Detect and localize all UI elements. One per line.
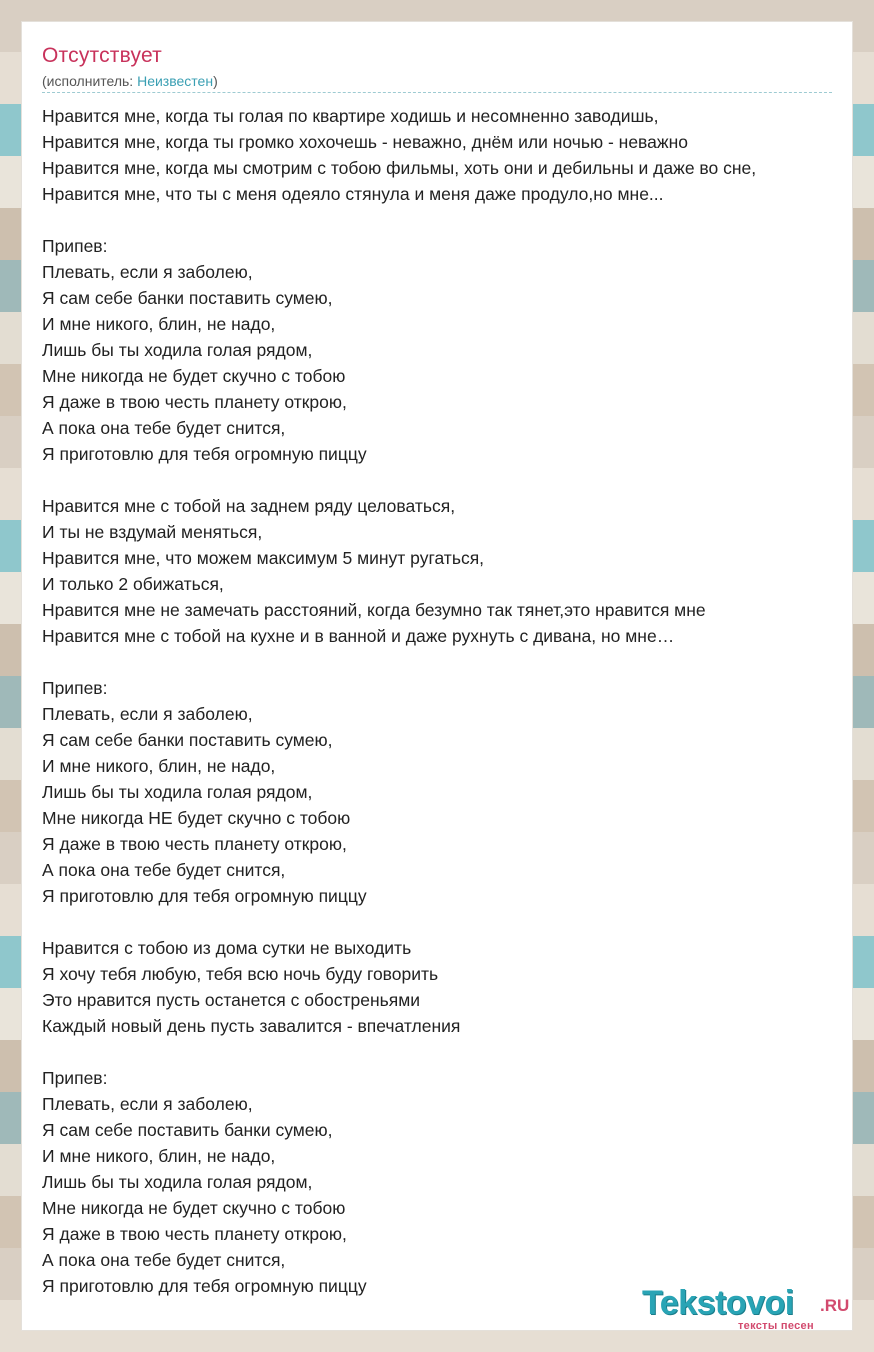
lyrics-line: Припев: xyxy=(42,236,108,256)
artist-line xyxy=(42,73,218,89)
lyrics-line: Это нравится пусть останется с обостреньями xyxy=(42,990,421,1010)
lyrics-line: Нравится с тобою из дома сутки не выходить xyxy=(42,938,412,958)
lyrics-line: И мне никого, блин, не надо, xyxy=(42,756,276,776)
lyrics-line: Нравится мне, когда ты громко хохочешь - неважно, днём или ночью - неважно xyxy=(42,132,688,152)
lyrics-blank-line xyxy=(42,467,872,493)
lyrics-line: Каждый новый день пусть завалится - впечатления xyxy=(42,1016,461,1036)
lyrics-blank-line xyxy=(42,1039,872,1065)
artist-link[interactable]: Неизвестен xyxy=(137,73,214,89)
lyrics-line: Нравится мне, что ты с меня одеяло стянула и меня даже продуло,но мне... xyxy=(42,184,664,204)
title-divider xyxy=(42,92,832,93)
lyrics-line: Я приготовлю для тебя огромную пиццу xyxy=(42,1276,367,1296)
lyrics-line: И ты не вздумай меняться, xyxy=(42,522,263,542)
lyrics-line: Нравится мне не замечать расстояний, когда безумно так тянет,это нравится мне xyxy=(42,600,706,620)
lyrics-line: Я приготовлю для тебя огромную пиццу xyxy=(42,444,367,464)
lyrics-line: Припев: xyxy=(42,1068,108,1088)
lyrics-line: И мне никого, блин, не надо, xyxy=(42,1146,276,1166)
song-title: Отсутствует xyxy=(42,44,162,67)
lyrics-line: Я даже в твою честь планету открою, xyxy=(42,392,347,412)
lyrics-blank-line xyxy=(42,909,872,935)
lyrics-line: Нравится мне, когда ты голая по квартире ходишь и несомненно заводишь, xyxy=(42,106,659,126)
lyrics-line: Мне никогда НЕ будет скучно с тобою xyxy=(42,808,351,828)
lyrics-line: И только 2 обижаться, xyxy=(42,574,224,594)
lyrics-line: Лишь бы ты ходила голая рядом, xyxy=(42,782,313,802)
lyrics-line: И мне никого, блин, не надо, xyxy=(42,314,276,334)
lyrics-line: Я сам себе банки поставить сумею, xyxy=(42,288,333,308)
lyrics-line: Лишь бы ты ходила голая рядом, xyxy=(42,1172,313,1192)
lyrics-line: Я даже в твою честь планету открою, xyxy=(42,834,347,854)
lyrics-card xyxy=(22,22,852,1330)
lyrics-line: А пока она тебе будет снится, xyxy=(42,860,286,880)
lyrics-line: Плевать, если я заболею, xyxy=(42,1094,253,1114)
lyrics-line: А пока она тебе будет снится, xyxy=(42,1250,286,1270)
lyrics-line: Я даже в твою честь планету открою, xyxy=(42,1224,347,1244)
lyrics-line: А пока она тебе будет снится, xyxy=(42,418,286,438)
lyrics-line: Плевать, если я заболею, xyxy=(42,704,253,724)
lyrics-line: Я сам себе поставить банки сумею, xyxy=(42,1120,333,1140)
lyrics-line: Я приготовлю для тебя огромную пиццу xyxy=(42,886,367,906)
lyrics-line: Я сам себе банки поставить сумею, xyxy=(42,730,333,750)
lyrics-line: Лишь бы ты ходила голая рядом, xyxy=(42,340,313,360)
lyrics-text xyxy=(42,103,872,1299)
artist-prefix: (исполнитель: xyxy=(42,73,138,89)
lyrics-blank-line xyxy=(42,649,872,675)
artist-suffix: ) xyxy=(213,73,218,89)
lyrics-line: Припев: xyxy=(42,678,108,698)
lyrics-blank-line xyxy=(42,207,872,233)
lyrics-line: Нравится мне с тобой на заднем ряду целоваться, xyxy=(42,496,456,516)
lyrics-line: Нравится мне, что можем максимум 5 минут ругаться, xyxy=(42,548,485,568)
lyrics-line: Плевать, если я заболею, xyxy=(42,262,253,282)
lyrics-line: Мне никогда не будет скучно с тобою xyxy=(42,1198,346,1218)
lyrics-line: Нравится мне, когда мы смотрим с тобою фильмы, хоть они и дебильны и даже во сне, xyxy=(42,158,757,178)
site-logo[interactable] xyxy=(642,1284,852,1332)
logo-tagline: тексты песен xyxy=(738,1320,814,1332)
logo-wordmark: Tekstovoi xyxy=(642,1284,794,1322)
lyrics-line: Я хочу тебя любую, тебя всю ночь буду говорить xyxy=(42,964,439,984)
lyrics-line: Мне никогда не будет скучно с тобою xyxy=(42,366,346,386)
logo-tld: .RU xyxy=(820,1296,850,1315)
lyrics-line: Нравится мне с тобой на кухне и в ванной и даже рухнуть с дивана, но мне… xyxy=(42,626,675,646)
